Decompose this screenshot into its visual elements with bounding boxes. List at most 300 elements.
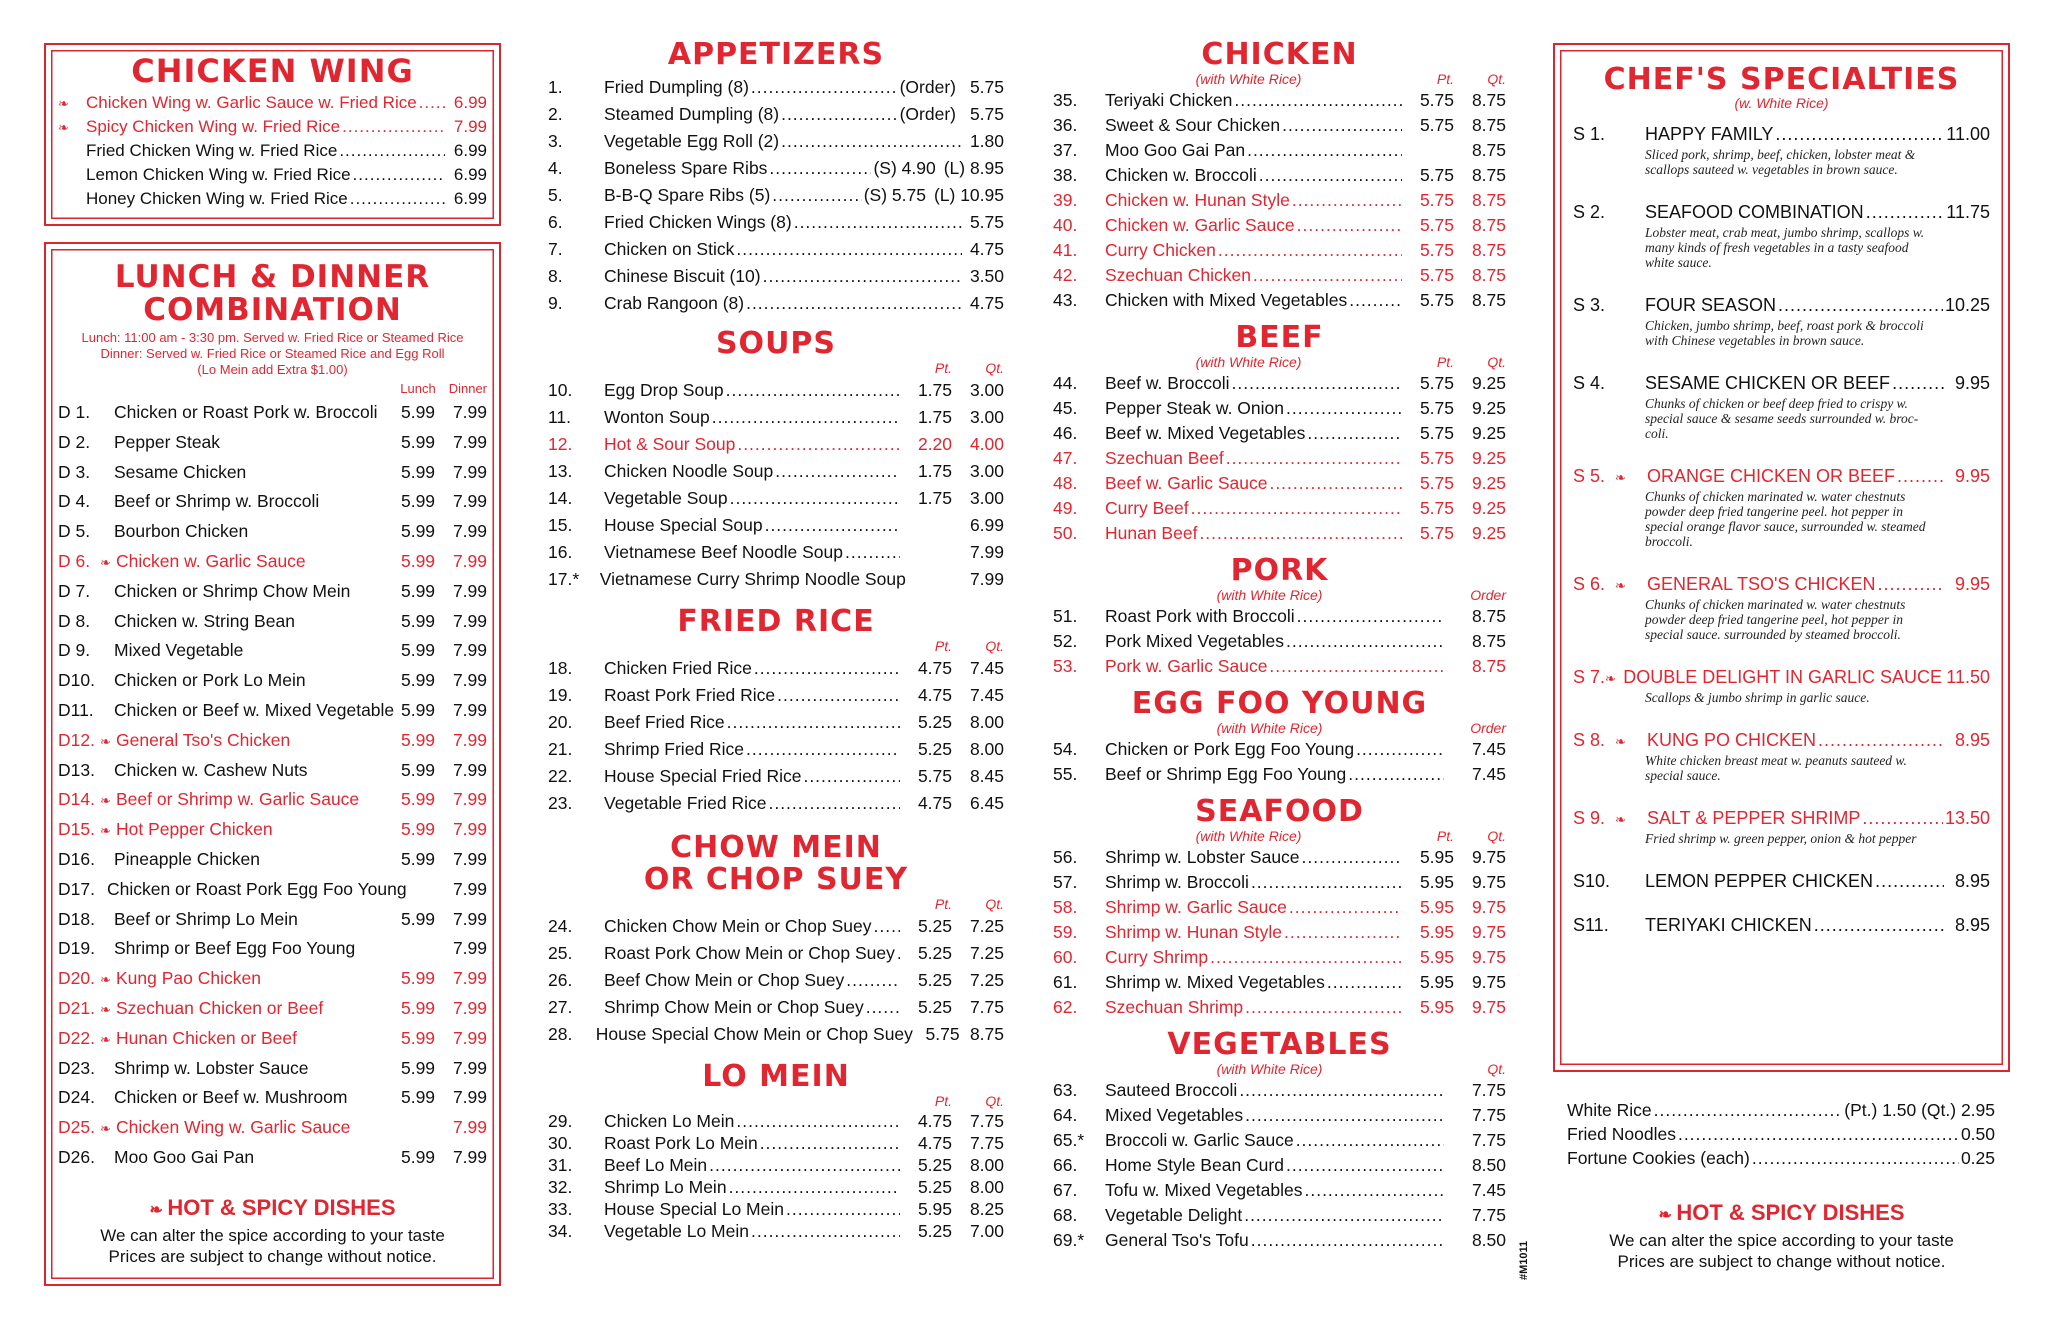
item-dinner: 7.99 [452, 431, 487, 452]
item-name: Beef or Shrimp Egg Foo Young [1105, 764, 1347, 784]
item-number: 34. [548, 1221, 573, 1241]
item-number: D15. [58, 819, 95, 840]
item-pt: 5.75 [1419, 398, 1454, 418]
item-number: S10. [1573, 871, 1611, 891]
item-number: S 8. [1573, 730, 1606, 750]
item-lunch: 5.99 [400, 819, 436, 840]
chef-special-item [1573, 868, 1990, 894]
item-name: White Rice [1567, 1100, 1652, 1120]
item-qt: 8.75 [1471, 90, 1506, 110]
item-number: 6. [548, 212, 563, 232]
menu-item-row [58, 726, 487, 756]
item-pt: 5.25 [917, 1155, 952, 1175]
menu-item-row [58, 1113, 487, 1143]
leader-dots [419, 91, 445, 115]
menu-item-row [1053, 288, 1506, 313]
leader-dots [1292, 188, 1402, 213]
item-description: Chunks of chicken marinated w. water chestnuts powder deep fried tangerine peel. hot pepper in special orange flavor sauce, surrounded w. steamed broccoli. [1645, 489, 1926, 549]
item-number: 19. [548, 685, 573, 705]
item-number: 39. [1053, 190, 1078, 210]
item-pt: 1.75 [917, 461, 952, 481]
menu-item-row [58, 487, 487, 517]
hot-spicy-title-right: ❧ HOT & SPICY DISHES [1658, 1200, 1905, 1225]
leader-dots [751, 1220, 900, 1242]
leader-dots [1866, 199, 1944, 225]
item-qt: 9.75 [1471, 897, 1506, 917]
item-lunch: 5.99 [400, 759, 436, 780]
item-number: 66. [1053, 1155, 1078, 1175]
leader-dots [1269, 654, 1444, 679]
menu-item-row [58, 458, 487, 488]
item-pt: 5.75 [1419, 373, 1454, 393]
item-price: 6.99 [453, 93, 487, 112]
item-price: 7.45 [1471, 1180, 1506, 1200]
menu-item-row [58, 845, 487, 875]
chicken-wing-list [58, 91, 487, 211]
menu-item-row [58, 577, 487, 607]
item-price: 11.00 [1946, 124, 1990, 144]
item-number: D10. [58, 670, 95, 691]
item-name: Vegetable Delight [1105, 1205, 1243, 1225]
item-price: 11.75 [1946, 202, 1990, 222]
item-qt: 8.75 [1471, 240, 1506, 260]
item-pt: 2.20 [917, 434, 952, 454]
item-qt: 9.25 [1471, 523, 1506, 543]
item-number: 12. [548, 434, 573, 454]
item-name: Vegetable Egg Roll (2) [604, 131, 780, 151]
item-name: Curry Beef [1105, 498, 1189, 518]
seafood-title: SEAFOOD [1195, 794, 1364, 829]
leader-dots [1210, 945, 1402, 970]
item-name: House Special Soup [604, 515, 763, 535]
item-lunch: 5.99 [400, 848, 436, 869]
item-dinner: 7.99 [452, 997, 487, 1018]
pepper-icon: ❧ [1615, 734, 1626, 749]
pork-list [1053, 604, 1506, 679]
chow-mein-title-line1: CHOW MEIN [670, 830, 882, 865]
menu-item-row [548, 940, 1004, 967]
menu-item-row [548, 74, 1004, 101]
item-number: 25. [548, 943, 573, 963]
menu-item-row [58, 163, 487, 187]
beef-header: (with White Rice) Pt. Qt. [1195, 354, 1506, 370]
item-pt: 5.95 [1419, 922, 1454, 942]
item-name: Chicken or Beef w. Mixed Vegetable [114, 699, 395, 720]
menu-item-row [1053, 471, 1506, 496]
menu-item-row [548, 263, 1004, 290]
leader-dots [730, 485, 900, 512]
leader-dots [1232, 371, 1403, 396]
item-name: Vegetable Lo Mein [604, 1221, 749, 1241]
menu-item-row [1053, 654, 1506, 679]
item-dinner: 7.99 [452, 640, 487, 661]
vegetables-list [1053, 1078, 1506, 1253]
leader-dots [763, 263, 962, 290]
menu-item-row [58, 187, 487, 211]
column-2 [548, 0, 1004, 1242]
item-dinner: 7.99 [452, 968, 487, 989]
item-number: 49. [1053, 498, 1078, 518]
item-pt: 5.25 [917, 916, 952, 936]
item-price: 13.50 [1944, 808, 1990, 828]
leader-dots [1304, 1178, 1444, 1203]
item-name: Chicken Chow Mein or Chop Suey [604, 916, 872, 936]
item-dinner: 7.99 [452, 491, 487, 512]
item-lunch: 5.99 [400, 968, 436, 989]
menu-item-row [1053, 1228, 1506, 1253]
item-qt: 7.45 [969, 685, 1004, 705]
item-name: Shrimp w. Lobster Sauce [114, 1057, 309, 1078]
item-name: Hunan Chicken or Beef [116, 1027, 297, 1048]
item-number: 57. [1053, 872, 1078, 892]
item-number: 61. [1053, 972, 1078, 992]
item-number: 22. [548, 766, 573, 786]
leader-dots [1775, 121, 1944, 147]
item-number: 37. [1053, 140, 1078, 160]
item-pt: 5.25 [917, 712, 952, 732]
item-name: Vegetable Fried Rice [604, 793, 767, 813]
item-description: White chicken breast meat w. peanuts sauteed w. special sauce. [1645, 753, 1907, 783]
item-pt: 5.75 [1419, 115, 1454, 135]
pepper-icon: ❧ [1615, 812, 1626, 827]
chef-special-item [1573, 199, 1990, 270]
item-number: 24. [548, 916, 573, 936]
menu-item-row [548, 290, 1004, 317]
spice-note-right: We can alter the spice according to your taste [1609, 1231, 1954, 1250]
item-pt: 5.95 [1419, 947, 1454, 967]
menu-item-row [548, 1021, 1004, 1048]
item-name: Honey Chicken Wing w. Fried Rice [86, 189, 348, 208]
item-dinner: 7.99 [452, 729, 487, 750]
item-number: D22. [58, 1027, 95, 1048]
item-name: Chicken or Beef w. Mushroom [114, 1087, 348, 1108]
menu-item-row [1573, 463, 1990, 489]
item-name: House Special Fried Rice [604, 766, 802, 786]
item-number: 15. [548, 515, 573, 535]
menu-item-row [58, 1143, 487, 1173]
combination-box [44, 242, 501, 1286]
item-number: 52. [1053, 631, 1078, 651]
item-number: 48. [1053, 473, 1078, 493]
menu-item-row [58, 815, 487, 845]
item-number: D 1. [58, 402, 91, 422]
item-price: 10.25 [1944, 295, 1990, 315]
item-number: S 7. [1573, 667, 1606, 687]
item-name: Szechuan Chicken or Beef [116, 997, 324, 1018]
leader-dots [1234, 88, 1402, 113]
item-number: D14. [58, 789, 95, 810]
item-name: Chicken or Pork Lo Mein [114, 670, 306, 691]
menu-item-row [58, 994, 487, 1024]
item-number: 18. [548, 658, 573, 678]
item-pt: 4.75 [917, 1111, 952, 1131]
item-name: Beef w. Broccoli [1105, 373, 1230, 393]
item-name: Teriyaki Chicken [1105, 90, 1233, 110]
item-name: Beef or Shrimp Lo Mein [114, 908, 298, 929]
item-price: 5.75 [969, 212, 1004, 232]
leader-dots [775, 458, 900, 485]
item-lunch: 5.99 [400, 1027, 436, 1048]
chef-special-item [1573, 571, 1990, 642]
menu-item-row [548, 655, 1004, 682]
combination-title-line1: LUNCH & DINNER [114, 259, 431, 295]
chicken-list [1053, 88, 1506, 313]
item-name: Boneless Spare Ribs [604, 158, 768, 178]
price-note-right: Prices are subject to change without notice. [1617, 1252, 1946, 1271]
menu-item-row [1053, 604, 1506, 629]
item-qt: 8.25 [969, 1199, 1004, 1219]
item-number: D18. [58, 908, 95, 929]
leader-dots [1282, 113, 1402, 138]
menu-item-row [548, 377, 1004, 404]
menu-item-row [548, 458, 1004, 485]
item-qt: 9.75 [1471, 872, 1506, 892]
item-number: S 6. [1573, 574, 1606, 594]
item-qt: 3.00 [969, 380, 1004, 400]
item-lunch: 5.99 [400, 461, 436, 482]
menu-item-row [1053, 421, 1506, 446]
item-name: Spicy Chicken Wing w. Fried Rice [86, 117, 341, 136]
leader-dots [1284, 920, 1402, 945]
egg-foo-young-title: EGG FOO YOUNG [1131, 686, 1428, 721]
menu-item-row [58, 636, 487, 666]
item-description: Sliced pork, shrimp, beef, chicken, lobster meat & scallops sauteed w. vegetables in brown sauce. [1645, 147, 1916, 177]
item-dinner: 7.99 [452, 461, 487, 482]
item-number: 67. [1053, 1180, 1078, 1200]
item-price: 8.95 [1954, 730, 1990, 750]
beef-list [1053, 371, 1506, 546]
item-number: 7. [548, 239, 563, 259]
item-price: 8.95 [1954, 915, 1990, 935]
chef-special-item [1573, 727, 1990, 783]
leader-dots [1297, 213, 1402, 238]
item-name: Szechuan Chicken [1105, 265, 1251, 285]
menu-item-row [1053, 263, 1506, 288]
item-qt: 7.25 [969, 916, 1004, 936]
leader-dots [1286, 396, 1402, 421]
item-name: Chicken w. Broccoli [1105, 165, 1257, 185]
leader-dots [846, 967, 900, 994]
pork-title: PORK [1230, 553, 1329, 588]
menu-item-row [548, 404, 1004, 431]
item-qt: 3.00 [969, 407, 1004, 427]
pepper-icon: ❧ [100, 793, 111, 809]
menu-item-row [548, 155, 1004, 182]
item-name: Shrimp w. Garlic Sauce [1105, 897, 1287, 917]
item-name: Mixed Vegetable [114, 640, 244, 661]
menu-item-row [1053, 213, 1506, 238]
item-name: Shrimp w. Mixed Vegetables [1105, 972, 1325, 992]
item-name: Chicken Fried Rice [604, 658, 752, 678]
menu-item-row [1053, 1153, 1506, 1178]
item-pt: 5.25 [917, 970, 952, 990]
item-pt: 5.95 [1419, 897, 1454, 917]
combination-list [58, 398, 487, 1173]
menu-item-row [1573, 199, 1990, 225]
item-pt: 5.95 [917, 1199, 952, 1219]
menu-item-row [548, 209, 1004, 236]
item-price: 7.99 [453, 117, 487, 136]
menu-item-row [1053, 88, 1506, 113]
item-pt: 5.75 [1419, 90, 1454, 110]
item-dinner: 7.99 [452, 1117, 487, 1138]
menu-item-row [548, 128, 1004, 155]
chef-special-item [1573, 463, 1990, 549]
item-number: D26. [58, 1146, 95, 1167]
pepper-icon: ❧ [58, 120, 69, 135]
menu-code: #M1011 [1518, 1240, 1530, 1280]
item-name: Wonton Soup [604, 407, 710, 427]
menu-item-row [1573, 868, 1990, 894]
combination-header [58, 380, 487, 398]
menu-item-row [1053, 496, 1506, 521]
menu-item-row [58, 875, 487, 905]
item-pt: 5.75 [1419, 265, 1454, 285]
item-name: Shrimp or Beef Egg Foo Young [114, 938, 356, 959]
appetizers-list [548, 74, 1004, 317]
chef-special-item [1573, 805, 1990, 846]
leader-dots [768, 790, 900, 817]
leader-dots [1251, 1228, 1444, 1253]
menu-item-row [548, 1110, 1004, 1132]
item-qt: 8.00 [969, 739, 1004, 759]
item-number: S 1. [1573, 124, 1606, 144]
menu-item-row [548, 1154, 1004, 1176]
menu-item-row [1053, 945, 1506, 970]
leader-dots [736, 236, 962, 263]
item-number: D 4. [58, 491, 91, 512]
item-qt: 7.75 [969, 1111, 1004, 1131]
menu-item-row [1053, 138, 1506, 163]
menu-item-row [1053, 521, 1506, 546]
item-name: Chicken or Roast Pork Egg Foo Young [106, 878, 407, 899]
item-number: 51. [1053, 606, 1078, 626]
item-dinner: 7.99 [452, 759, 487, 780]
item-name: Fortune Cookies (each) [1567, 1148, 1750, 1168]
item-qt: 3.00 [969, 461, 1004, 481]
leader-dots [726, 377, 900, 404]
item-name: Home Style Bean Curd [1105, 1155, 1284, 1175]
item-name: Pineapple Chicken [114, 848, 260, 869]
beef-title: BEEF [1235, 320, 1324, 355]
item-name: Fried Noodles [1567, 1124, 1676, 1144]
item-name: Beef or Shrimp w. Broccoli [114, 491, 320, 512]
menu-item-row [548, 709, 1004, 736]
hot-spicy-right [1553, 1200, 2010, 1272]
item-qt: 8.75 [1471, 140, 1506, 160]
item-name: Pork Mixed Vegetables [1105, 631, 1284, 651]
leader-dots [866, 994, 900, 1021]
leader-dots [727, 709, 900, 736]
item-name: Broccoli w. Garlic Sauce [1105, 1130, 1294, 1150]
item-name: Chicken or Shrimp Chow Mein [114, 580, 351, 601]
item-name: Mixed Vegetables [1105, 1105, 1244, 1125]
menu-item-row [548, 236, 1004, 263]
item-dinner: 7.99 [452, 699, 487, 720]
pepper-icon: ❧ [100, 1031, 111, 1047]
item-name: Curry Chicken [1105, 240, 1216, 260]
leader-dots [339, 139, 445, 163]
menu-item-row [548, 682, 1004, 709]
menu-item-row [1053, 737, 1506, 762]
menu-item-row [58, 139, 487, 163]
combination-note-dinner: Dinner: Served w. Fried Rice or Steamed Rice and Egg Roll [100, 346, 445, 361]
pepper-icon: ❧ [1605, 671, 1616, 686]
item-number: 35. [1053, 90, 1078, 110]
item-name: Fried Chicken Wings (8) [604, 212, 792, 232]
item-dinner: 7.99 [452, 819, 487, 840]
item-description: Chunks of chicken marinated w. water chestnuts powder deep fried tangerine peel, hot pepper in special sauce. surrounded by steamed broccoli. [1645, 597, 1906, 642]
item-name: Vegetable Soup [604, 488, 728, 508]
item-qt: 8.75 [969, 1024, 1004, 1044]
leader-dots [746, 290, 962, 317]
item-pt: 1.75 [917, 380, 952, 400]
item-number: 42. [1053, 265, 1078, 285]
item-number: D13. [58, 759, 95, 780]
item-price: 9.95 [1954, 466, 1990, 486]
item-qt: 8.00 [969, 712, 1004, 732]
item-pt: 5.75 [1419, 423, 1454, 443]
item-name: Chicken Wing w. Garlic Sauce w. Fried Rice [86, 93, 417, 112]
leader-dots [1818, 727, 1944, 753]
menu-item-row [58, 756, 487, 786]
item-number: 36. [1053, 115, 1078, 135]
item-name: Pork w. Garlic Sauce [1105, 656, 1268, 676]
item-number: D 7. [58, 580, 91, 601]
item-name: Roast Pork Fried Rice [604, 685, 776, 705]
item-name: Shrimp w. Hunan Style [1105, 922, 1283, 942]
item-name: Chicken w. Garlic Sauce [1105, 215, 1295, 235]
leader-dots [874, 913, 901, 940]
item-lunch: 5.99 [400, 789, 436, 810]
leader-dots [845, 539, 900, 566]
leader-dots [794, 209, 962, 236]
item-pt: 5.75 [1419, 473, 1454, 493]
item-price: 7.75 [1471, 1105, 1506, 1125]
menu-item-row [548, 1198, 1004, 1220]
item-name: Hunan Beef [1105, 523, 1198, 543]
leader-dots [1302, 845, 1402, 870]
item-number: S 5. [1573, 466, 1606, 486]
item-pt: 5.75 [1419, 448, 1454, 468]
menu-item-row [1053, 371, 1506, 396]
menu-item-row [1053, 920, 1506, 945]
item-qt: 8.75 [1471, 165, 1506, 185]
item-price: 8.50 [1471, 1230, 1506, 1250]
leader-dots [353, 163, 445, 187]
item-name: Hot Pepper Chicken [116, 819, 273, 840]
menu-item-row [58, 115, 487, 139]
item-number: 64. [1053, 1105, 1078, 1125]
leader-dots [746, 736, 900, 763]
item-number: 56. [1053, 847, 1078, 867]
item-name: DOUBLE DELIGHT IN GARLIC SAUCE [1623, 667, 1942, 687]
item-name: Moo Goo Gai Pan [1105, 140, 1246, 160]
leader-dots [736, 1110, 900, 1132]
item-name: Chicken Noodle Soup [604, 461, 774, 481]
item-description: Chicken, jumbo shrimp, beef, roast pork & broccoli with Chinese vegetables in brown sauce. [1645, 318, 1924, 348]
item-number: 43. [1053, 290, 1078, 310]
chow-mein-header: Pt. Qt. [934, 896, 1004, 912]
item-price: 7.75 [1471, 1205, 1506, 1225]
item-number: S 2. [1573, 202, 1606, 222]
item-qt: 7.25 [969, 943, 1004, 963]
menu-item-row [548, 1220, 1004, 1242]
item-name: KUNG PO CHICKEN [1647, 730, 1817, 750]
item-number: D 8. [58, 610, 91, 631]
item-pt: 5.95 [1419, 997, 1454, 1017]
item-name: Szechuan Shrimp [1105, 997, 1244, 1017]
